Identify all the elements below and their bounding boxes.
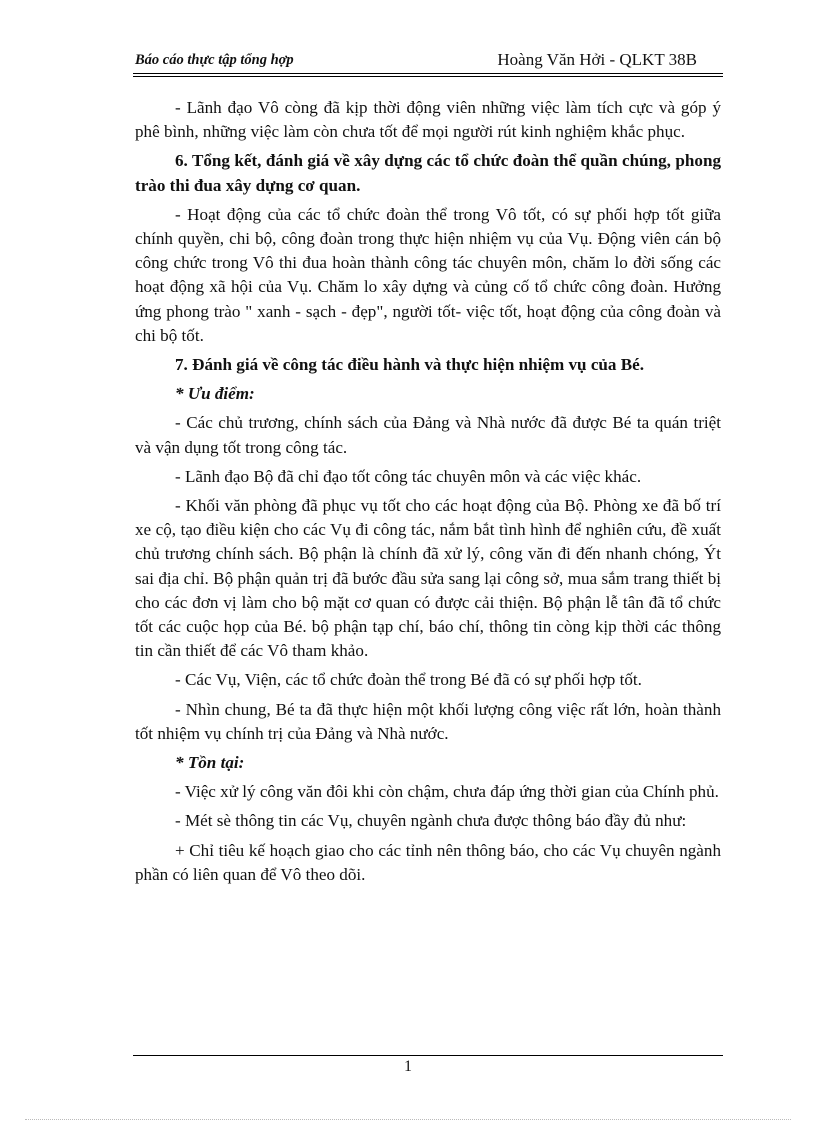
paragraph: - Lãnh đạo Bộ đã chỉ đạo tốt công tác chuyên môn và các việc khác. [175,466,642,486]
paragraph: - Các Vụ, Viện, các tổ chức đoàn thể trong Bé đã có sự phối hợp tốt. [175,670,642,690]
header-author: Hoàng Văn Hởi - QLKT 38B [497,50,697,69]
header-report-title: Báo cáo thực tập tổng hợp [135,52,294,68]
page-header [135,48,721,72]
paragraph: - Mét sè thông tin các Vụ, chuyên ngành chưa được thông báo đầy đủ như: [175,811,687,831]
document-body [135,96,721,892]
section-heading-6: 6. Tổng kết, đánh giá về xây dựng các tổ chức đoàn thể quần chúng, phong trào thi đua xây dựng cơ quan. [135,151,721,195]
page-number: 1 [404,1058,412,1075]
page-boundary-line [25,1119,791,1120]
paragraph: + Chỉ tiêu kế hoạch giao cho các tỉnh nên thông báo, cho các Vụ chuyên ngành phần có liên quan để Vô theo dõi. [135,840,721,884]
section-heading-7: 7. Đánh giá về công tác điều hành và thực hiện nhiệm vụ của Bé. [175,355,644,375]
subheading-strengths: * Ưu điểm: [175,384,255,404]
paragraph: - Các chủ trương, chính sách của Đảng và Nhà nước đã được Bé ta quán triệt và vận dụng tốt trong công tác. [135,413,721,457]
header-divider [133,73,723,77]
subheading-weaknesses: * Tồn tại: [175,753,245,773]
paragraph: - Lãnh đạo Vô còng đã kịp thời động viên những việc làm tích cực và góp ý phê bình, những việc làm còn chưa tốt để mọi người rút kinh nghiệm khắc phục. [135,98,721,142]
paragraph: - Nhìn chung, Bé ta đã thực hiện một khối lượng công việc rất lớn, hoàn thành tốt nhiệm vụ chính trị của Đảng và Nhà nước. [135,699,721,743]
footer-divider [133,1055,723,1056]
paragraph: - Hoạt động của các tổ chức đoàn thể trong Vô tốt, có sự phối hợp tốt giữa chính quyền, chi bộ, công đoàn trong thực hiện nhiệm vụ của Vụ. Động viên cán bộ công chức trong Vô thi đua hoàn thành công tác chuyên môn, chăm lo đời sống các hoạt động xã hội của Vụ. Chăm lo xây dựng và củng cố tổ chức công đoàn. Hưởng ứng phong trào " xanh - sạch - đẹp", người tốt- việc tốt, hoạt động của công đoàn và chi bộ tốt. [135,204,721,345]
paragraph: - Khối văn phòng đã phục vụ tốt cho các hoạt động của Bộ. Phòng xe đã bố trí xe cộ, tạo điều kiện cho các Vụ đi công tác, nắm bắt tình hình để nghiên cứu, đề xuất chủ trương chính sách. Bộ phận là chính đã xử lý, công văn đi đến nhanh chóng, Ýt sai địa chỉ. Bộ phận quản trị đã bước đầu sửa sang lại công sở, mua sắm trang thiết bị cho các đơn vị làm cho bộ mặt cơ quan có được cải thiện. Bộ phận lễ tân đã tổ chức tốt các cuộc họp của Bé. bộ phận tạp chí, báo chí, thông tin còng kịp thời các thông tin cần thiết để các Vô tham khảo. [135,496,721,661]
paragraph: - Việc xử lý công văn đôi khi còn chậm, chưa đáp ứng thời gian của Chính phủ. [175,782,719,802]
